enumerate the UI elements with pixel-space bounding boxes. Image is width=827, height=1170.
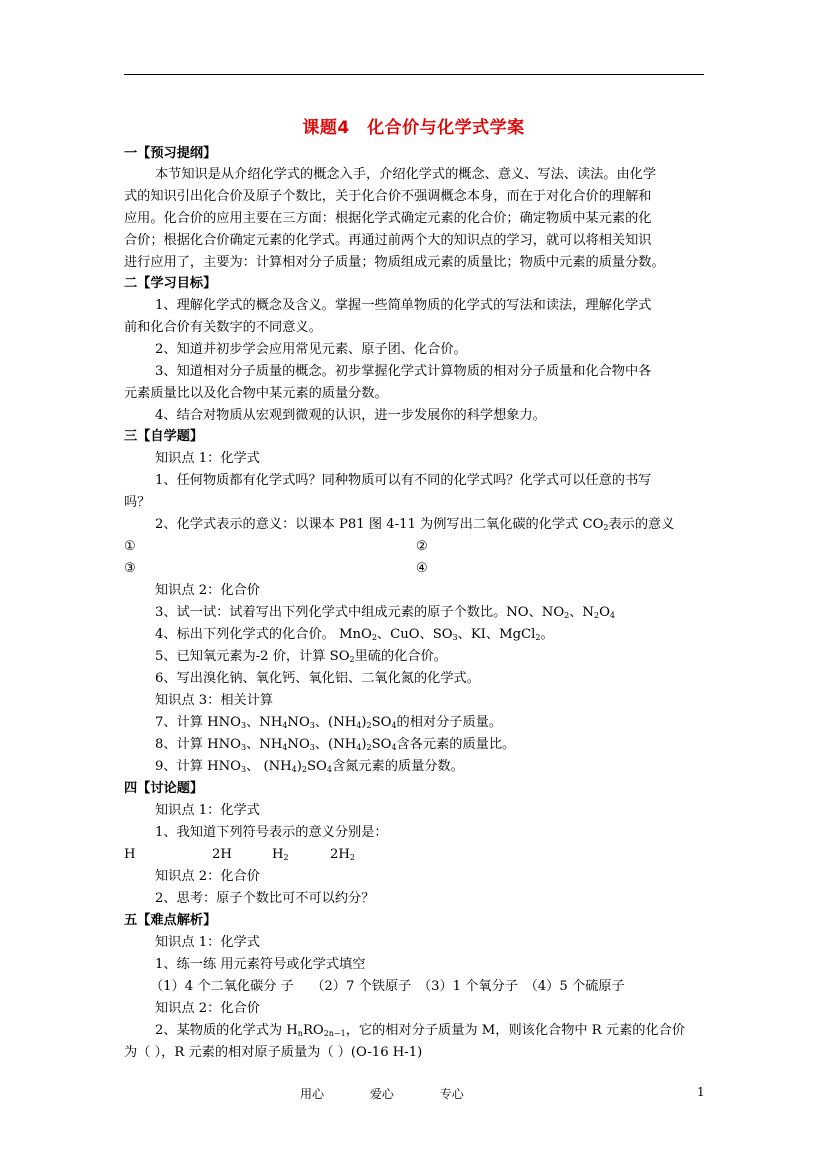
paragraph-line: 应用。化合价的应用主要在三方面：根据化学式确定元素的化合价；确定物质中某元素的化 — [124, 211, 652, 226]
question-line: 为（ ），R 元素的相对原子质量为（ ）(O-16 H-1) — [124, 1045, 423, 1060]
section-heading-preview: 一【预习提纲】 — [124, 146, 217, 161]
section-heading-self-study: 三【自学题】 — [124, 429, 204, 444]
knowledge-point: 知识点 1：化学式 — [155, 451, 260, 466]
fill-items: （1）4 个二氧化碳分 子 （2）7 个铁原子 （3）1 个氧分子 （4）5 个硫原子 — [150, 979, 625, 994]
question-line: 2、化学式表示的意义：以课本 P81 图 4-11 为例写出二氧化碳的化学式 $CO_2$表示的意义 — [155, 517, 675, 532]
page-number: 1 — [697, 1085, 705, 1099]
page-title: 课题4 化合价与化学式学案 — [302, 118, 525, 138]
question-line: 6、写出溴化钠、氧化钙、氧化铝、二氧化氮的化学式。 — [155, 671, 480, 686]
paragraph-line: 合价；根据化合价确定元素的化学式。再通过前两个大的知识点的学习，就可以将相关知识 — [124, 233, 652, 248]
question-line: 7、计算 $HNO_3$、$NH_4NO_3$、$(NH_4)_2SO_4$的相对分子质量。 — [155, 715, 503, 730]
symbol-h2: $H_2$ — [272, 847, 289, 862]
question-line: 5、已知氧元素为-2 价，计算 $SO_2$里硫的化合价。 — [155, 649, 447, 664]
symbol-2h: 2H — [212, 847, 232, 862]
goal-line: 4、结合对物质从宏观到微观的认识，进一步发展你的科学想象力。 — [155, 408, 546, 423]
circle-marker: ④ — [416, 561, 428, 576]
question-line: 9、计算 $HNO_3$、 $(NH_4)_2SO_4$含氮元素的质量分数。 — [155, 759, 464, 774]
footer-word: 爱心 — [369, 1087, 394, 1101]
question-line: 8、计算 $HNO_3$、$NH_4NO_3$、$(NH_4)_2SO_4$含各元素的质量比。 — [155, 737, 516, 752]
goal-line: 2、知道并初步学会应用常见元素、原子团、化合价。 — [155, 342, 467, 357]
question-line: 4、标出下列化学式的化合价。 MnO$_2$、CuO、$SO_3$、KI、MgCl$_2$。 — [155, 627, 554, 642]
footer-word: 用心 — [300, 1087, 325, 1101]
footer-motto — [300, 1085, 506, 1102]
paragraph-line: 本节知识是从介绍化学式的概念入手，介绍化学式的概念、意义、写法、读法。由化学 — [155, 167, 657, 182]
knowledge-point: 知识点 1：化学式 — [155, 803, 260, 818]
knowledge-point: 知识点 3：相关计算 — [155, 693, 274, 708]
symbol-h: H — [124, 847, 136, 862]
paragraph-line: 式的知识引出化合价及原子个数比，关于化合价不强调概念本身，而在于对化合价的理解和 — [124, 189, 652, 204]
symbol-2h2: $2H_2$ — [330, 847, 355, 862]
question-line: 3、试一试：试着写出下列化学式中组成元素的原子个数比。NO、$NO_2$、$N_2O_4$ — [155, 605, 615, 620]
circle-marker: ② — [416, 539, 428, 554]
question-line: 1、任何物质都有化学式吗？同种物质可以有不同的化学式吗？化学式可以任意的书写 — [155, 473, 652, 488]
goal-line: 前和化合价有关数字的不同意义。 — [124, 320, 322, 335]
knowledge-point: 知识点 2：化合价 — [155, 583, 260, 598]
knowledge-point: 知识点 2：化合价 — [155, 869, 260, 884]
question-line: 2、某物质的化学式为 $H_nRO_{2n-1}$，它的相对分子质量为 M，则该化合物中 R 元素的化合价 — [155, 1023, 686, 1038]
section-heading-goals: 二【学习目标】 — [124, 276, 217, 291]
question-line: 1、练一练 用元素符号或化学式填空 — [155, 957, 366, 972]
goal-line: 3、知道相对分子质量的概念。初步掌握化学式计算物质的相对分子质量和化合物中各 — [155, 364, 652, 379]
goal-line: 元素质量比以及化合物中某元素的质量分数。 — [124, 386, 388, 401]
section-heading-discussion: 四【讨论题】 — [124, 781, 204, 796]
question-line: 吗？ — [124, 495, 151, 510]
section-heading-difficult: 五【难点解析】 — [124, 913, 217, 928]
circle-marker: ③ — [124, 561, 136, 576]
paragraph-line: 进行应用了，主要为：计算相对分子质量；物质组成元素的质量比；物质中元素的质量分数。 — [124, 255, 665, 270]
knowledge-point: 知识点 2：化合价 — [155, 1001, 260, 1016]
goal-line: 1、理解化学式的概念及含义。掌握一些简单物质的化学式的写法和读法，理解化学式 — [155, 298, 652, 313]
question-line: 1、我知道下列符号表示的意义分别是： — [155, 825, 388, 840]
circle-marker: ① — [124, 539, 136, 554]
knowledge-point: 知识点 1：化学式 — [155, 935, 260, 950]
question-line: 2、思考：原子个数比可不可以约分？ — [155, 891, 375, 906]
footer-word: 专心 — [439, 1087, 464, 1101]
header-rule — [124, 74, 704, 75]
